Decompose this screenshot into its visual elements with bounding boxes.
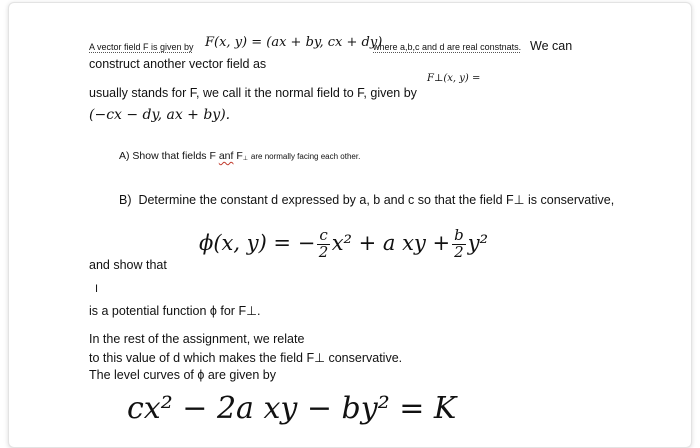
- part-b-label: B): [119, 193, 132, 207]
- part-a-perp: ⊥: [242, 156, 248, 162]
- potential-equation: [199, 219, 488, 267]
- potential-frac-2: [452, 228, 466, 261]
- potential-fn-text: is a potential function ϕ for F⊥.: [89, 304, 261, 318]
- part-a-tail: are normally facing each other.: [250, 152, 361, 161]
- potential-frac-2-den: 2: [454, 243, 464, 261]
- rest-line-1: In the rest of the assignment, we relate: [89, 332, 305, 346]
- text-cursor: I: [95, 283, 99, 295]
- part-a: [119, 150, 360, 162]
- field-formula: F(x, y) = (ax + by, cx + dy): [205, 35, 383, 50]
- potential-lhs: ϕ(x, y) = −: [199, 231, 316, 255]
- intro-line3: usually stands for F, we call it the normal field to F, given by: [89, 86, 417, 100]
- potential-frac-1-den: 2: [318, 243, 329, 261]
- where-text-span: where a,b,c and d are real constnats.: [373, 42, 522, 52]
- and-show-that: and show that: [89, 258, 167, 272]
- rest-line-3: The level curves of ϕ are given by: [89, 368, 276, 382]
- part-a-text: Show that fields F: [132, 150, 216, 162]
- potential-end: y²: [467, 231, 489, 255]
- potential-mid: x² + a xy +: [331, 231, 451, 255]
- intro-tail: We can: [530, 39, 573, 53]
- potential-frac-2-num: b: [454, 226, 464, 245]
- part-a-anf: anf: [218, 150, 234, 162]
- level-curve-equation: cx² − 2a xy − by² = K: [127, 391, 457, 426]
- intro-lead-text: A vector field F is given by: [89, 42, 194, 52]
- normal-field-components: (−cx − dy, ax + by).: [89, 107, 231, 123]
- where-text: [373, 42, 521, 52]
- document-page: [8, 2, 692, 448]
- rest-line-2: to this value of d which makes the field F⊥ conservative.: [89, 351, 403, 365]
- intro-line2: construct another vector field as: [89, 57, 267, 71]
- part-b-text: Determine the constant d expressed by a, b and c so that the field F⊥ is conservative,: [138, 193, 615, 207]
- part-b: [119, 192, 614, 207]
- part-a-f: F: [236, 150, 243, 162]
- potential-frac-1-num: c: [319, 226, 328, 245]
- normal-field-formula: F⊥(x, y) =: [427, 73, 481, 84]
- part-a-label: A): [119, 150, 130, 162]
- potential-frac-1: [317, 228, 329, 261]
- intro-lead: [89, 42, 194, 52]
